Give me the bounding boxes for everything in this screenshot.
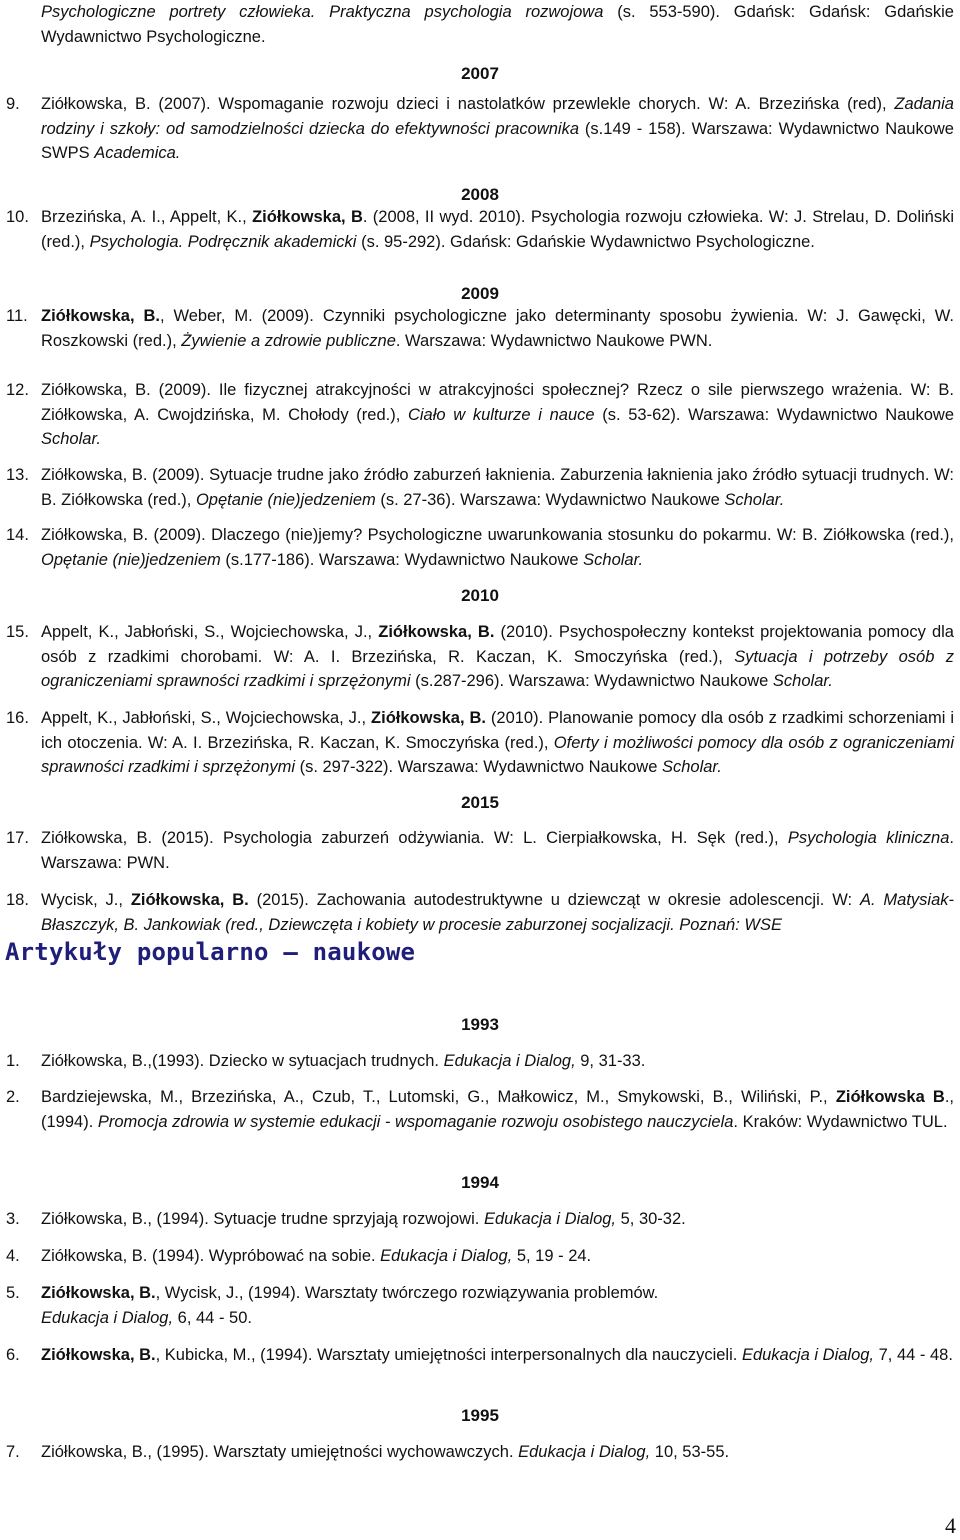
text-run: 5, 30-32.: [616, 1210, 686, 1228]
year-heading: 2009: [461, 284, 499, 303]
entry-citation: [41, 378, 954, 452]
italic-text: A. Matysiak-Błaszczyk, B. Jankowiak (red., Dziewczęta i kobiety w procesie zaburzonej socjalizacji. Poznań: WSE: [41, 891, 954, 934]
entry-number: 1.: [6, 1052, 20, 1070]
italic-text: Scholar.: [724, 490, 785, 509]
bold-author-text: Ziółkowska, B.: [41, 1346, 156, 1364]
text-run: 10, 53-55.: [650, 1443, 730, 1461]
entry-number: 10.: [6, 208, 29, 226]
italic-text: Edukacja i Dialog,: [380, 1247, 513, 1265]
entry-citation: [41, 620, 954, 694]
text-run: , Wycisk, J., (1994). Warsztaty twórczego rozwiązywania problemów.: [155, 1284, 659, 1302]
entry-number: 14.: [6, 526, 29, 544]
bold-author-text: Ziółkowska B: [835, 1088, 945, 1106]
entry-number: 5.: [6, 1284, 20, 1302]
italic-text: Opętanie (nie)jedzeniem: [195, 490, 376, 509]
entry-citation: [41, 826, 954, 875]
section-heading-popular-articles: Artykuły popularno – naukowe: [5, 938, 416, 966]
entry-citation: [41, 1281, 954, 1330]
italic-text: Psychologia kliniczna: [787, 829, 950, 847]
italic-text: Scholar.: [772, 672, 833, 690]
entry-citation: [41, 706, 954, 780]
text-run: (s.177-186). Warszawa: Wydawnictwo Naukowe: [220, 550, 584, 569]
year-heading: 2007: [461, 64, 499, 83]
italic-text: Zadania rodziny i szkoły: od samodzielności dziecka do efektywności pracownika: [41, 95, 954, 138]
text-run: Appelt, K., Jabłoński, S., Wojciechowska, J.,: [41, 623, 379, 641]
text-run: , Kubicka, M., (1994). Warsztaty umiejętności interpersonalnych dla nauczycieli.: [155, 1346, 742, 1364]
entry-number: 15.: [6, 623, 29, 641]
bold-author-text: Ziółkowska, B.: [130, 891, 249, 909]
text-run: Ziółkowska, B.,(1993). Dziecko w sytuacjach trudnych.: [41, 1052, 444, 1070]
italic-text: Edukacja i Dialog,: [518, 1443, 651, 1461]
italic-text: Psychologia. Podręcznik akademicki: [89, 232, 357, 251]
bold-author-text: Ziółkowska, B: [252, 208, 363, 226]
text-run: Ziółkowska, B. (2009). Ile fizycznej atrakcyjności w atrakcyjności społecznej? Rzecz o sile pierwszego wrażenia. W: B. Ziółkowska, A. Cwojdzińska, M. Chołody (red.),: [41, 381, 954, 424]
text-run: 6, 44 - 50.: [173, 1308, 252, 1327]
italic-text: Scholar.: [661, 758, 722, 776]
entry-citation: [41, 1207, 954, 1232]
entry-citation: [41, 523, 954, 572]
entry-citation: [41, 1049, 954, 1074]
entry-citation: [41, 1440, 954, 1465]
entry-citation: [41, 304, 954, 353]
text-run: (s. 53-62). Warszawa: Wydawnictwo Naukowe: [594, 405, 955, 424]
italic-text: Sytuacja i potrzeby osób z ograniczeniami sprawności rzadkimi i sprzężonymi: [41, 647, 954, 690]
text-run: Ziółkowska, B. (2015). Psychologia zaburzeń odżywiania. W: L. Cierpiałkowska, H. Sęk (red.),: [41, 829, 788, 847]
entry-citation: [41, 463, 954, 512]
text-run: Ziółkowska, B., (1994). Sytuacje trudne sprzyjają rozwojowi.: [41, 1210, 484, 1228]
entry-number: 4.: [6, 1247, 20, 1265]
entry-number: 7.: [6, 1443, 20, 1461]
text-run: (2015). Zachowania autodestruktywne u dziewcząt w okresie adolescencji. W:: [248, 891, 860, 909]
text-run: 5, 19 - 24.: [512, 1247, 592, 1265]
text-run: . Kraków: Wydawnictwo TUL.: [733, 1112, 948, 1131]
text-run: Ziółkowska, B., (1995). Warsztaty umiejętności wychowawczych.: [41, 1443, 519, 1461]
text-run: (2010). Planowanie pomocy dla osób z rzadkimi schorzeniami i ich otoczenia. W: A. I. Brzezińska, R. Kaczan, K. Smoczyńska (red.),: [41, 709, 954, 752]
text-run: (s.287-296). Warszawa: Wydawnictwo Naukowe: [410, 672, 773, 690]
italic-text: Edukacja i Dialog,: [443, 1052, 576, 1070]
text-run: (s. 297-322). Warszawa: Wydawnictwo Naukowe: [295, 758, 662, 776]
text-run: Bardziejewska, M., Brzezińska, A., Czub, T., Lutomski, G., Małkowicz, M., Smykowski, B., Wiliński, P.,: [41, 1088, 836, 1106]
bold-author-text: Ziółkowska, B.: [378, 623, 495, 641]
continuation-paragraph: [41, 0, 954, 49]
italic-text: Edukacja i Dialog,: [741, 1346, 875, 1364]
entry-citation: [41, 1343, 954, 1368]
entry-number: 6.: [6, 1346, 20, 1364]
year-heading: 2015: [461, 793, 499, 812]
text-run: Ziółkowska, B. (1994). Wypróbować na sobie.: [41, 1247, 381, 1265]
entry-citation: [41, 1244, 954, 1269]
text-run: . (2008, II wyd. 2010). Psychologia rozwoju człowieka. W: J. Strelau, D. Doliński (red.),: [41, 208, 955, 251]
italic-text: Oferty i możliwości pomocy dla osób z ograniczeniami sprawności rzadkimi i sprzężonymi: [41, 733, 954, 776]
italic-text: Edukacja i Dialog,: [41, 1308, 174, 1327]
entry-number: 11.: [6, 307, 28, 325]
bold-author-text: Ziółkowska, B.: [41, 307, 160, 325]
text-run: (s. 553-590). Gdańsk: Gdańsk: Gdańskie Wydawnictwo Psychologiczne.: [41, 3, 954, 46]
text-run: Ziółkowska, B. (2009). Sytuacje trudne jako źródło zaburzeń łaknienia. Zaburzenia łaknienia jako źródło sytuacji trudnych. W: B. Ziółkowska (red.),: [41, 466, 954, 509]
italic-text: Ciało w kulturze i nauce: [407, 405, 595, 424]
text-run: (s.149 - 158). Warszawa: Wydawnictwo Naukowe SWPS: [41, 119, 954, 162]
bold-author-text: Ziółkowska, B.: [41, 1284, 156, 1302]
text-run: Wycisk, J.,: [41, 891, 131, 909]
italic-text: Scholar.: [41, 430, 101, 448]
entry-citation: [41, 888, 954, 937]
text-run: (s. 27-36). Warszawa: Wydawnictwo Naukowe: [375, 490, 725, 509]
entry-number: 3.: [6, 1210, 20, 1228]
entry-number: 2.: [6, 1088, 20, 1106]
italic-text: Academica.: [94, 144, 181, 162]
entry-number: 18.: [6, 891, 29, 909]
text-run: Ziółkowska, B. (2009). Dlaczego (nie)jemy? Psychologiczne uwarunkowania stosunku do pokarmu. W: B. Ziółkowska (red.),: [41, 526, 954, 544]
italic-text: Żywienie a zdrowie publiczne: [181, 331, 396, 350]
text-run: Ziółkowska, B. (2007). Wspomaganie rozwoju dzieci i nastolatków przewlekle chorych. W: A. Brzezińska (red),: [41, 95, 895, 113]
text-run: . Warszawa: Wydawnictwo Naukowe PWN.: [395, 331, 713, 350]
year-heading: 1995: [461, 1406, 499, 1425]
italic-text: Opętanie (nie)jedzeniem: [41, 550, 221, 569]
text-run: ., (1994).: [41, 1088, 954, 1131]
text-run: 7, 44 - 48.: [874, 1346, 953, 1364]
italic-text: Psychologiczne portrety człowieka. Praktyczna psychologia rozwojowa: [41, 3, 604, 21]
italic-text: Scholar.: [583, 550, 644, 569]
bold-author-text: Ziółkowska, B.: [371, 709, 486, 727]
entry-citation: [41, 1085, 954, 1134]
year-heading: 2010: [461, 586, 499, 605]
text-run: Appelt, K., Jabłoński, S., Wojciechowska, J.,: [41, 709, 372, 727]
text-run: (2010). Psychospołeczny kontekst projektowania pomocy dla osób z rzadkimi chorobami. W: A. I. Brzezińska, R. Kaczan, K. Smoczyńska (red.),: [41, 623, 954, 666]
entry-number: 16.: [6, 709, 29, 727]
entry-number: 13.: [6, 466, 29, 484]
page-number: 4: [945, 1512, 956, 1538]
entry-number: 9.: [6, 95, 20, 113]
italic-text: Edukacja i Dialog,: [483, 1210, 617, 1228]
text-run: 9, 31-33.: [575, 1052, 646, 1070]
year-heading: 1994: [461, 1173, 499, 1192]
entry-citation: [41, 92, 954, 166]
entry-number: 12.: [6, 381, 29, 399]
entry-citation: [41, 205, 954, 254]
text-run: (s. 95-292). Gdańsk: Gdańskie Wydawnictwo Psychologiczne.: [356, 232, 815, 251]
text-run: , Weber, M. (2009). Czynniki psychologiczne jako determinanty sposobu żywienia. W: J. Gawęcki, W. Roszkowski (red.),: [41, 307, 954, 350]
text-run: . Warszawa: PWN.: [41, 829, 954, 872]
entry-number: 17.: [6, 829, 29, 847]
year-heading: 2008: [461, 185, 499, 204]
italic-text: Promocja zdrowia w systemie edukacji - wspomaganie rozwoju osobistego nauczyciela: [97, 1112, 734, 1131]
text-run: Brzezińska, A. I., Appelt, K.,: [41, 208, 253, 226]
year-heading: 1993: [461, 1015, 499, 1034]
